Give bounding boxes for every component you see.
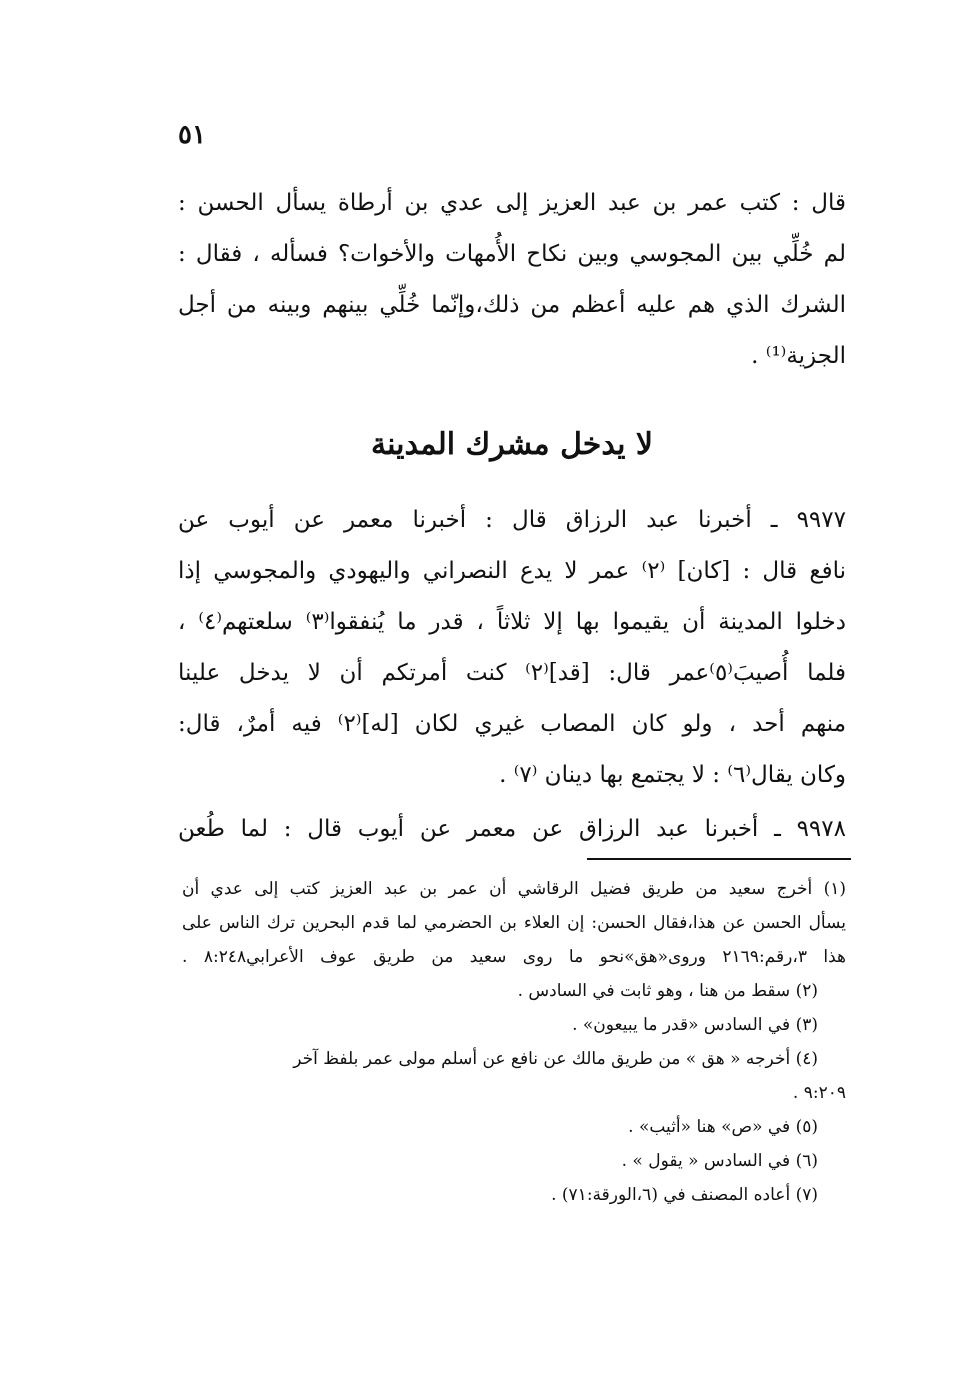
footnote-line: (١) أخرج سعيد من طريق فضيل الرقاشي أن عمر بن عبد العزيز كتب إلى عدي أن (182, 879, 846, 899)
footnote-line: ٩:٢٠٩ . (792, 1083, 846, 1103)
text-line: ٩٩٧٧ ـ أخبرنا عبد الرزاق قال : أخبرنا معمر عن أيوب عن (178, 507, 846, 533)
footnote-line: (٦) في السادس « يقول » . (621, 1151, 818, 1171)
footnote-line: (٤) أخرجه « هق » من طريق مالك عن نافع عن أسلم مولى عمر بلفظ آخر (293, 1049, 818, 1069)
footnote-line: (٢) سقط من هنا ، وهو ثابت في السادس . (517, 981, 818, 1001)
text-line: الشرك الذي هم عليه أعظم من ذلك،وإنّما خُلِّي بينهم وبينه من أجل (178, 292, 846, 318)
footnote-divider (587, 858, 851, 860)
text-line: الجزية⁽¹⁾ . (751, 343, 846, 369)
footnote-line: (٥) في «ص» هنا «أثيب» . (628, 1117, 818, 1137)
text-line: منهم أحد ، ولو كان المصاب غيري لكان [له]⁽٢⁾ فيه أمرٌ، قال: (178, 711, 846, 737)
text-line: نافع قال : [كان] ⁽٢⁾ عمر لا يدع النصراني واليهودي والمجوسي إذا (178, 558, 846, 584)
hadith-9977 (178, 495, 846, 801)
text-line: دخلوا المدينة أن يقيموا بها إلا ثلاثاً ، قدر ما يُنفقوا⁽٣⁾ سلعتهم⁽٤⁾ ، (178, 609, 846, 635)
intro-paragraph (178, 178, 846, 382)
footnotes (182, 872, 846, 1212)
footnote-line: (٣) في السادس «قدر ما يبيعون» . (572, 1015, 818, 1035)
text-line: قال : كتب عمر بن عبد العزيز إلى عدي بن أرطاة يسأل الحسن : (178, 190, 846, 216)
footnote-line: هذا ٣،رقم:٢١٦٩ وروى«هق»نحو ما روى سعيد من طريق عوف الأعرابي٨:٢٤٨ . (182, 947, 846, 967)
hadith-9978 (178, 804, 846, 855)
text-line: ٩٩٧٨ ـ أخبرنا عبد الرزاق عن معمر عن أيوب قال : لما طُعن (178, 816, 846, 842)
section-heading: لا يدخل مشرك المدينة (371, 427, 653, 462)
text-line: لم خُلِّي بين المجوسي وبين نكاح الأُمهات والأخوات؟ فسأله ، فقال : (178, 241, 846, 267)
footnote-line: يسأل الحسن عن هذا،فقال الحسن: إن العلاء بن الحضرمي لما قدم البحرين ترك الناس على (182, 913, 846, 933)
page-number: ٥١ (178, 120, 206, 150)
text-line: فلما أُصيبَ⁽٥⁾عمر قال: [قد]⁽٢⁾ كنت أمرتكم أن لا يدخل علينا (178, 660, 846, 686)
footnote-line: (٧) أعاده المصنف في (٦،الورقة:٧١) . (551, 1185, 818, 1205)
text-line: وكان يقال⁽٦⁾ : لا يجتمع بها دينان ⁽٧⁾ . (499, 762, 846, 788)
